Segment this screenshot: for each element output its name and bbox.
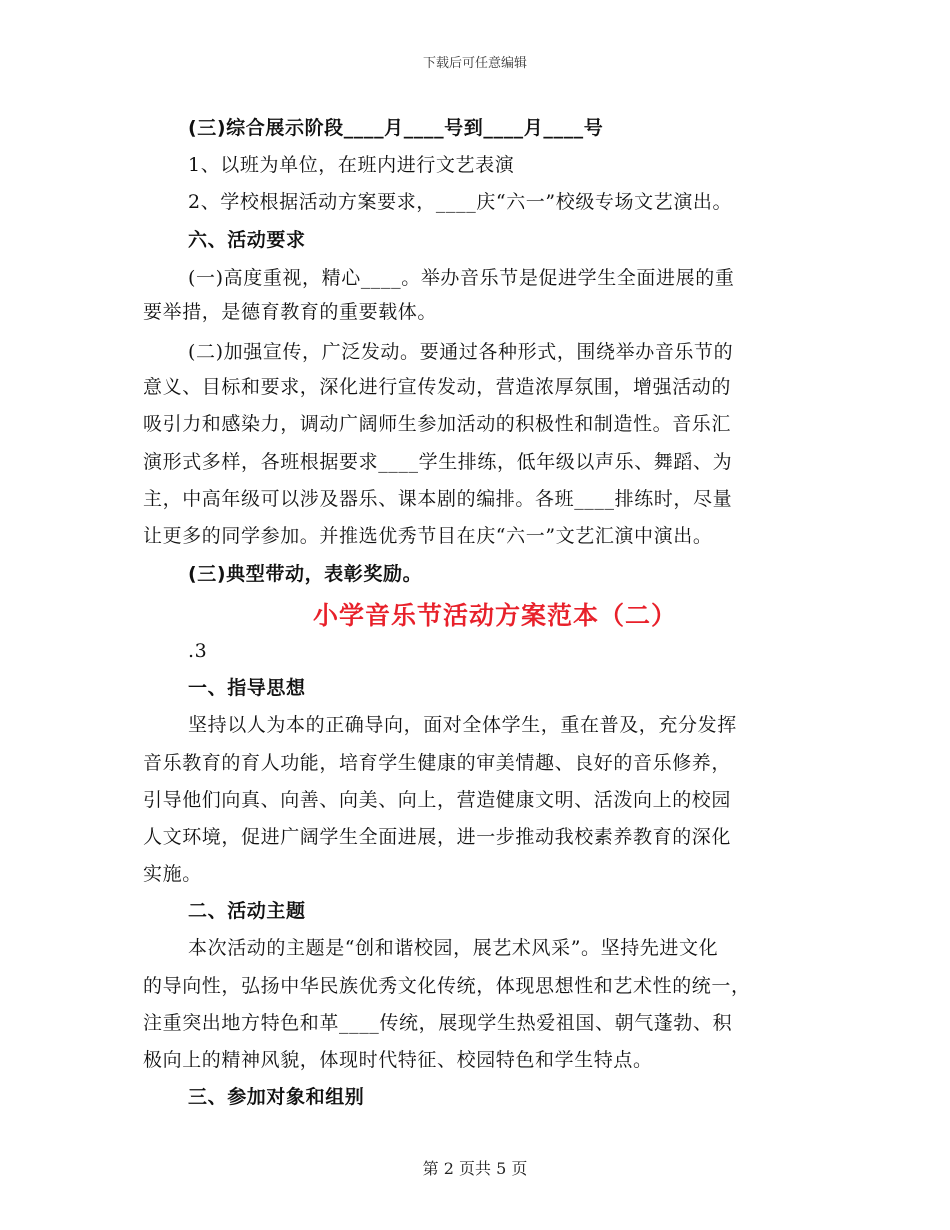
section-heading-3: 三、参加对象和组别: [188, 1086, 365, 1108]
paragraph-line: 要举措，是德育教育的重要载体。: [143, 301, 438, 323]
section-heading-1: 一、指导思想: [188, 677, 306, 699]
paragraph-line: 本次活动的主题是“创和谐校园，展艺术风采”。坚持先进文化: [188, 937, 719, 959]
stage-3-heading: (三)综合展示阶段____月____号到____月____号: [188, 117, 604, 139]
paragraph-line: 注重突出地方特色和革____传统，展现学生热爱祖国、朝气蓬勃、积: [143, 1012, 733, 1034]
paragraph-line: 极向上的精神风貌，体现时代特征、校园特色和学生特点。: [143, 1049, 653, 1071]
paragraph-line: 坚持以人为本的正确导向，面对全体学生，重在普及，充分发挥: [188, 714, 737, 736]
document-title: 小学音乐节活动方案范本（二）: [312, 601, 677, 630]
paragraph-line: 人文环境，促进广阔学生全面进展，进一步推动我校素养教育的深化: [143, 826, 732, 848]
paragraph-line: 演形式多样，各班根据要求____学生排练，低年级以声乐、舞蹈、为: [143, 451, 733, 473]
list-item: 1、以班为单位，在班内进行文艺表演: [188, 154, 515, 176]
paragraph-line: (一)高度重视，精心____。举办音乐节是促进学生全面进展的重: [188, 267, 735, 289]
paragraph-line: 实施。: [143, 863, 202, 885]
section-subheading: (三)典型带动，表彰奖励。: [188, 563, 423, 585]
list-item: 2、学校根据活动方案要求，____庆“六一”校级专场文艺演出。: [188, 191, 733, 213]
paragraph-line: 让更多的同学参加。并推选优秀节目在庆“六一”文艺汇演中演出。: [143, 525, 713, 547]
paragraph-line: 引导他们向真、向善、向美、向上，营造健康文明、活泼向上的校园: [143, 789, 732, 811]
section-heading-6: 六、活动要求: [188, 229, 306, 251]
paragraph-line: (二)加强宣传，广泛发动。要通过各种形式，围绕举办音乐节的: [188, 341, 734, 363]
paragraph-line: 主，中高年级可以涉及器乐、课本剧的编排。各班____排练时，尽量: [143, 488, 733, 510]
section-heading-2: 二、活动主题: [188, 900, 306, 922]
section-marker: .3: [188, 640, 208, 662]
paragraph-line: 吸引力和感染力，调动广阔师生参加活动的积极性和制造性。音乐汇: [143, 413, 732, 435]
paragraph-line: 音乐教育的育人功能，培育学生健康的审美情趣、良好的音乐修养，: [143, 752, 732, 774]
paragraph-line: 意义、目标和要求，深化进行宣传发动，营造浓厚氛围，增强活动的: [143, 376, 732, 398]
paragraph-line: 的导向性，弘扬中华民族优秀文化传统，体现思想性和艺术性的统一，: [143, 975, 751, 997]
page-header: 下载后可任意编辑: [422, 56, 527, 71]
page-footer: 第 2 页共 5 页: [422, 1159, 528, 1178]
